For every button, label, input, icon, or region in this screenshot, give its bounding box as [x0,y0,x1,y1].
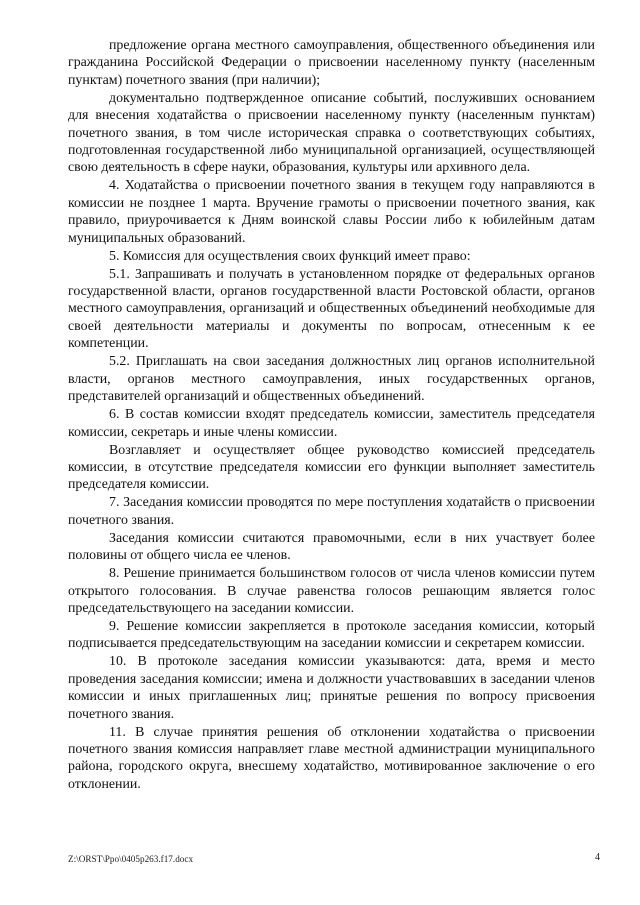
paragraph-description: документально подтвержденное описание событий, послуживших основанием для внесения ходатайства о присвоении населенному пункту (населенным пунктам) почетного звания, в том числе историческая справка о соответствующих событиях, подготовленная государственной либо муниципальной организацией, осуществляющей свою деятельность в сфере науки, образования, культуры или архивного дела. [68,90,595,176]
paragraph-proposal: предложение органа местного самоуправления, общественного объединения или гражданина Российской Федерации о присвоении населенному пункту (населенным пунктам) почетного звания (при наличии); [68,38,595,88]
paragraph-item-7-quorum: Заседания комиссии считаются правомочными, если в них участвует более половины от общего числа ее членов. [68,530,595,564]
footer-file-path: Z:\ORST\Ppo\0405p263.f17.docx [68,854,194,864]
paragraph-item-5: 5. Комиссия для осуществления своих функций имеет право: [109,248,471,264]
paragraph-item-5-1: 5.1. Запрашивать и получать в установленном порядке от федеральных органов государственной власти, органов государственной власти Ростовской области, органов местного самоуправления, организаций и общественных объединений необходимые для своей деятельности материалы и документы по вопросам, отнесенным к ее компетенции. [68,266,595,352]
paragraph-item-6: 6. В состав комиссии входят председатель комиссии, заместитель председателя комиссии, секретарь и иные члены комиссии. [68,407,595,440]
paragraph-item-6-chair: Возглавляет и осуществляет общее руководство комиссией председатель комиссии, в отсутствие председателя комиссии его функции выполняет заместитель председателя комиссии. [68,442,595,493]
paragraph-item-4: 4. Ходатайства о присвоении почетного звания в текущем году направляются в комиссии не позднее 1 марта. Вручение грамоты о присвоении почетного звания, как правило, приурочивается к Дням воинской славы России либо к юбилейным датам муниципальных образований. [68,178,595,246]
paragraph-item-5-2: 5.2. Приглашать на свои заседания должностных лиц органов исполнительной власти, органов местного самоуправления, иных государственных органов, представителей организаций и общественных объединений. [68,354,595,405]
paragraph-item-9: 9. Решение комиссии закрепляется в протоколе заседания комиссии, который подписывается председательствующим на заседании комиссии и секретарем комиссии. [68,618,595,652]
document-body [68,37,595,794]
paragraph-item-8: 8. Решение принимается большинством голосов от числа членов комиссии путем открытого голосования. В случае равенства голосов решающим является голос председательствующего на заседании комиссии. [68,566,595,616]
page-number: 4 [595,852,600,863]
paragraph-item-10: 10. В протоколе заседания комиссии указываются: дата, время и место проведения заседания комиссии; имена и должности участвовавших в заседании членов комиссии и иных приглашенных лиц; принятые решения по вопросу присвоения почетного звания. [68,654,595,722]
paragraph-item-11: 11. В случае принятия решения об отклонении ходатайства о присвоении почетного звания комиссия направляет главе местной администрации муниципального района, городского округа, внесшему ходатайство, мотивированное заключение о его отклонении. [68,724,595,792]
paragraph-item-7: 7. Заседания комиссии проводятся по мере поступления ходатайств о присвоении почетного звания. [68,495,595,528]
